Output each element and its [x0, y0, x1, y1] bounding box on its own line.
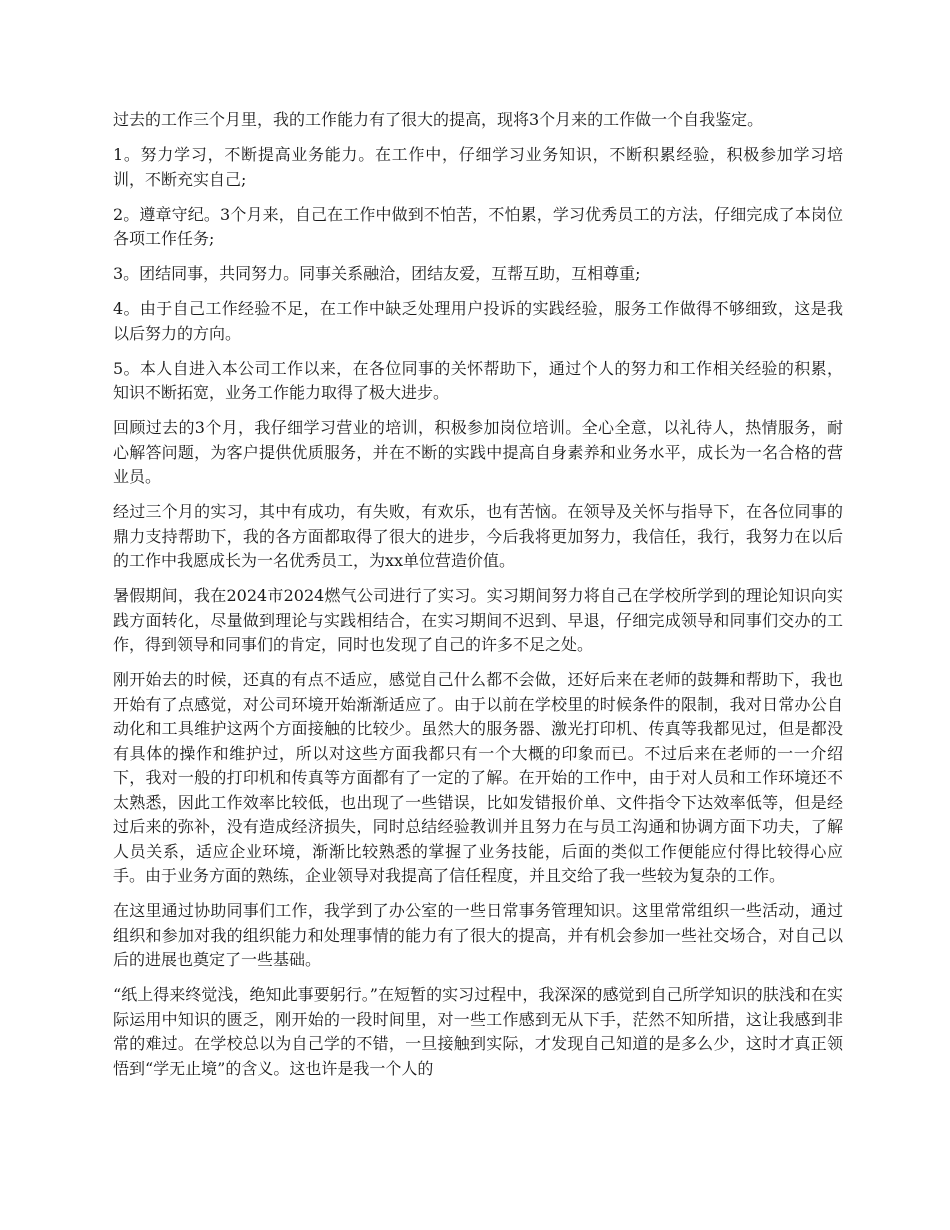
paragraph-review: 回顾过去的3个月，我仔细学习营业的培训，积极参加岗位培训。全心全意，以礼待人，热情服务，耐心解答问题，为客户提供优质服务，并在不断的实践中提高自身素养和业务水平，成长为一名合格的营业员。: [113, 418, 843, 486]
paragraph-item-4: 4。由于自己工作经验不足，在工作中缺乏处理用户投诉的实践经验，服务工作做得不够细致，这是我以后努力的方向。: [113, 299, 843, 343]
paragraph-item-3: 3。团结同事，共同努力。同事关系融洽，团结友爱，互帮互助，互相尊重;: [113, 264, 641, 283]
paragraph-internship-summary: 经过三个月的实习，其中有成功，有失败，有欢乐，也有苦恼。在领导及关怀与指导下，在各位同事的鼎力支持帮助下，我的各方面都取得了很大的进步，今后我将更加努力，我信任，我行，我努力在以后的工作中我愿成长为一名优秀员工，为xx单位营造价值。: [113, 502, 843, 570]
paragraph-item-1: 1。努力学习，不断提高业务能力。在工作中，仔细学习业务知识，不断积累经验，积极参加学习培训，不断充实自己;: [113, 145, 843, 189]
paragraph-office-knowledge: 在这里通过协助同事们工作，我学到了办公室的一些日常事务管理知识。这里常常组织一些活动，通过组织和参加对我的组织能力和处理事情的能力有了很大的提高，并有机会参加一些社交场合，对自己以后的进展也奠定了一些基础。: [113, 901, 843, 969]
paragraph-adaptation: 刚开始去的时候，还真的有点不适应，感觉自己什么都不会做，还好后来在老师的鼓舞和帮助下，我也开始有了点感觉，对公司环境开始渐渐适应了。由于以前在学校里的时候条件的限制，我对日常办公自动化和工具维护这两个方面接触的比较少。虽然大的服务器、激光打印机、传真等我都见过，但是都没有具体的操作和维护过，所以对这些方面我都只有一个大概的印象而已。不过后来在老师的一一介绍下，我对一般的打印机和传真等方面都有了一定的了解。在开始的工作中，由于对人员和工作环境还不太熟悉，因此工作效率比较低，也出现了一些错误，比如发错报价单、文件指令下达效率低等，但是经过后来的弥补，没有造成经济损失，同时总结经验教训并且努力在与员工沟通和协调方面下功夫，了解人员关系，适应企业环境，渐渐比较熟悉的掌握了业务技能，后面的类似工作便能应付得比较得心应手。由于业务方面的熟练，企业领导对我提高了信任程度，并且交给了我一些较为复杂的工作。: [113, 670, 843, 885]
paragraph-reflection: “纸上得来终觉浅，绝知此事要躬行。”在短暂的实习过程中，我深深的感觉到自己所学知识的肤浅和在实际运用中知识的匮乏，刚开始的一段时间里，对一些工作感到无从下手，茫然不知所措，这让我感到非常的难过。在学校总以为自己学的不错，一旦接触到实际，才发现自己知道的是多么少，这时才真正领悟到“学无止境”的含义。这也许是我一个人的: [113, 985, 843, 1078]
paragraph-intro: 过去的工作三个月里，我的工作能力有了很大的提高，现将3个月来的工作做一个自我鉴定。: [113, 110, 764, 129]
paragraph-item-5: 5。本人自进入本公司工作以来，在各位同事的关怀帮助下，通过个人的努力和工作相关经验的积累，知识不断拓宽，业务工作能力取得了极大进步。: [113, 358, 843, 402]
paragraph-item-2: 2。遵章守纪。3个月来，自己在工作中做到不怕苦，不怕累，学习优秀员工的方法，仔细完成了本岗位各项工作任务;: [113, 204, 843, 248]
document-body: [113, 108, 843, 1092]
paragraph-summer-internship: 暑假期间，我在2024市2024燃气公司进行了实习。实习期间努力将自己在学校所学到的理论知识向实践方面转化，尽量做到理论与实践相结合，在实习期间不迟到、早退，仔细完成领导和同事们交办的工作，得到领导和同事们的肯定，同时也发现了自己的许多不足之处。: [113, 586, 843, 654]
